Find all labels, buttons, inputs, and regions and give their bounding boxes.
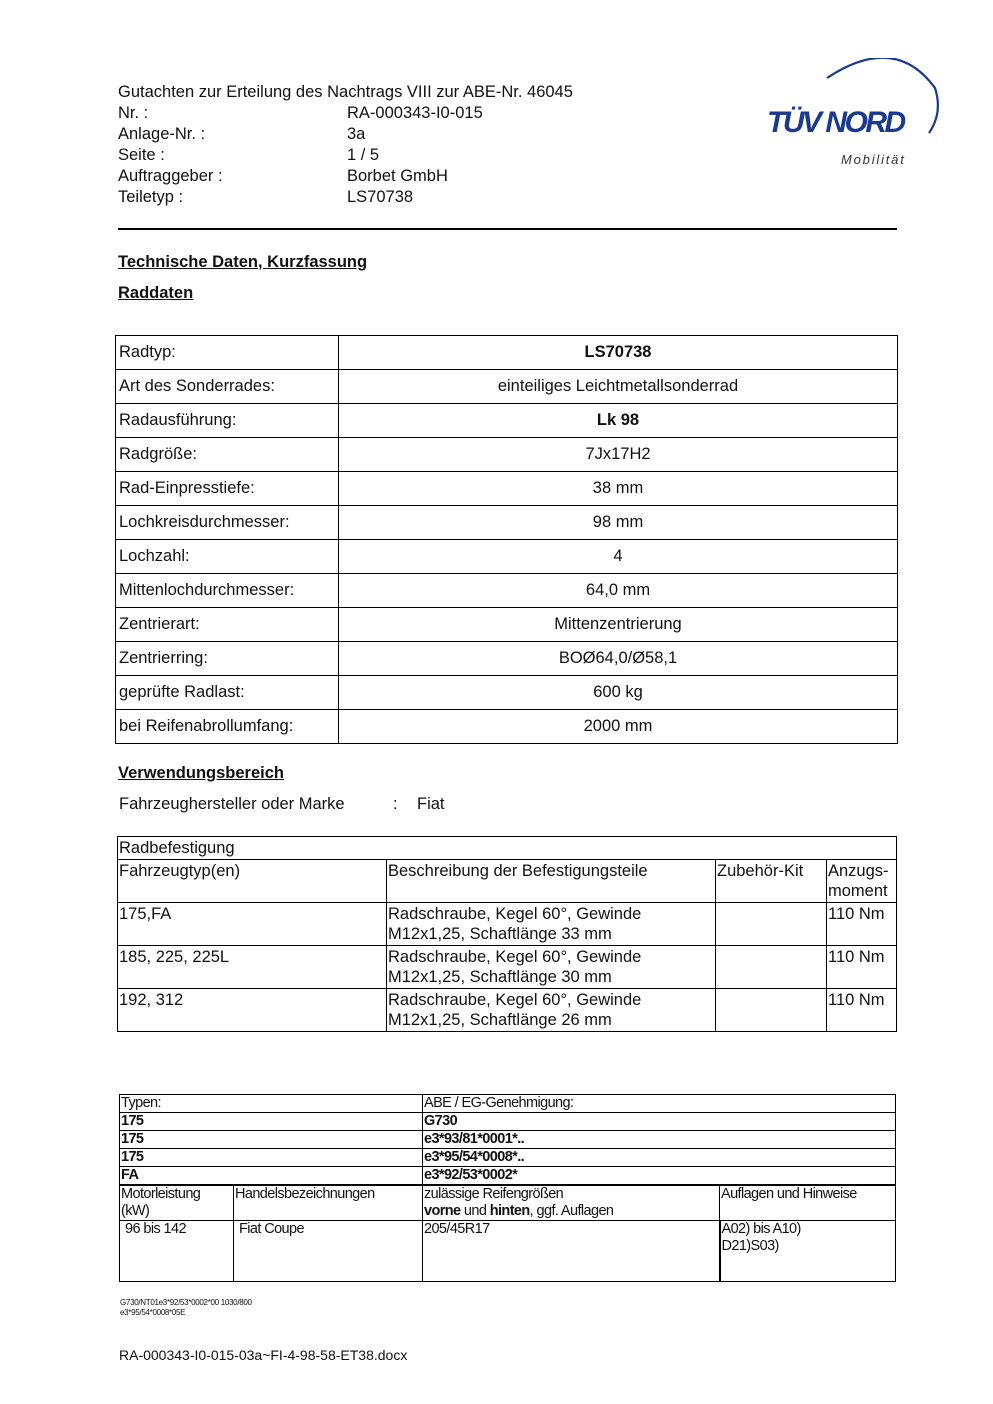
footnote-line: e3*95/54*0008*05E — [120, 1308, 186, 1317]
col-header-line: zulässige Reifengrößen — [424, 1186, 564, 1202]
header-label: Seite : — [118, 146, 165, 164]
cell-desc-line: Radschraube, Kegel 60°, Gewinde — [388, 948, 642, 966]
footnote-line: G730/NT01e3*92/53*0002*00 1030/800 — [120, 1298, 252, 1307]
cell-moment: 110 Nm — [827, 989, 897, 1032]
col-header-line: Motorleistung — [121, 1186, 201, 1202]
row-key: Zentrierring: — [116, 642, 339, 676]
table-row — [116, 404, 898, 438]
table-row — [120, 1113, 896, 1131]
row-value: einteiliges Leichtmetallsonderrad — [339, 370, 898, 404]
cell-typ: 175,FA — [118, 903, 387, 946]
col-header-reifen — [423, 1185, 720, 1221]
cell-auflagen-line: A02) bis A10) — [721, 1221, 801, 1237]
header-divider — [118, 228, 897, 230]
row-value: BOØ64,0/Ø58,1 — [339, 642, 898, 676]
row-key: bei Reifenabrollumfang: — [116, 710, 339, 744]
col-header-motor — [120, 1185, 234, 1221]
typen-table — [119, 1094, 896, 1282]
cell-moment: 110 Nm — [827, 903, 897, 946]
cell-moment: 110 Nm — [827, 946, 897, 989]
header-value: 3a — [347, 125, 366, 143]
cell-reifen: 205/45R17 — [423, 1221, 720, 1282]
col-header-handel: Handelsbezeichnungen — [234, 1185, 423, 1221]
cell-motor-text: 96 bis 142 — [125, 1221, 186, 1237]
cell-abe: e3*93/81*0001*.. — [423, 1131, 896, 1149]
row-value: 64,0 mm — [339, 574, 898, 608]
row-value: LS70738 — [339, 336, 898, 370]
header-label: Auftraggeber : — [118, 167, 223, 185]
header-field-auftraggeber — [0, 166, 700, 187]
table-row — [118, 837, 897, 860]
table-row — [116, 642, 898, 676]
logo-sub: Mobilität — [841, 152, 906, 167]
table-row — [116, 540, 898, 574]
cell-typ: 185, 225, 225L — [118, 946, 387, 989]
table-row — [116, 370, 898, 404]
table-row — [116, 710, 898, 744]
col-header-fahrzeugtyp: Fahrzeugtyp(en) — [118, 860, 387, 903]
col-header-line: Anzugs- — [828, 862, 889, 880]
logo-brand: TÜV NORD — [767, 106, 904, 139]
col-header-auflagen: Auflagen und Hinweise — [720, 1185, 896, 1221]
table-row — [116, 336, 898, 370]
table-row — [118, 946, 897, 989]
table-row — [116, 506, 898, 540]
cell-typ: 175 — [120, 1113, 423, 1131]
col-header-zubehoer: Zubehör-Kit — [716, 860, 827, 903]
cell-kit — [716, 903, 827, 946]
col-header-anzugsmoment — [827, 860, 897, 903]
cell-auflagen — [720, 1221, 896, 1282]
cell-handel — [234, 1221, 423, 1282]
typen-header-left: Typen: — [120, 1095, 423, 1113]
cell-kit — [716, 946, 827, 989]
row-value: 7Jx17H2 — [339, 438, 898, 472]
footer-filename: RA-000343-I0-015-03a~FI-4-98-58-ET38.docx — [119, 1347, 408, 1363]
header-value: LS70738 — [347, 188, 414, 206]
table-header-row — [118, 860, 897, 903]
befestigung-title: Radbefestigung — [118, 837, 897, 860]
tuv-nord-logo — [765, 58, 940, 173]
typen-header-right: ABE / EG-Genehmigung: — [423, 1095, 896, 1113]
cell-kit — [716, 989, 827, 1032]
cell-desc — [387, 903, 716, 946]
section-verwendungsbereich: Verwendungsbereich — [118, 764, 284, 782]
row-value: Lk 98 — [339, 404, 898, 438]
report-title: Gutachten zur Erteilung des Nachtrags VIII zur ABE-Nr. 46045 — [118, 83, 573, 101]
cell-auflagen-line: D21)S03) — [721, 1238, 779, 1254]
row-key: Radausführung: — [116, 404, 339, 438]
row-key: Art des Sonderrades: — [116, 370, 339, 404]
table-row — [118, 903, 897, 946]
cell-handel-text: Fiat Coupe — [239, 1221, 304, 1237]
row-value: Mittenzentrierung — [339, 608, 898, 642]
cell-typ: 175 — [120, 1149, 423, 1167]
table-row — [120, 1131, 896, 1149]
cell-typ: 175 — [120, 1131, 423, 1149]
table-row — [116, 438, 898, 472]
cell-desc-line: M12x1,25, Schaftlänge 26 mm — [388, 1011, 612, 1029]
cell-desc-line: Radschraube, Kegel 60°, Gewinde — [388, 991, 642, 1009]
hersteller-sep: : — [393, 795, 398, 813]
table-row — [116, 608, 898, 642]
cell-abe: e3*92/53*0002* — [423, 1167, 896, 1186]
cell-abe: G730 — [423, 1113, 896, 1131]
col-header-beschreibung: Beschreibung der Befestigungsteile — [387, 860, 716, 903]
header-field-anlage — [0, 124, 700, 145]
section-technische-daten: Technische Daten, Kurzfassung — [118, 253, 368, 271]
reifen-hinten: hinten — [489, 1203, 530, 1219]
table-row — [116, 574, 898, 608]
row-key: Mittenlochdurchmesser: — [116, 574, 339, 608]
table-header-row — [120, 1185, 896, 1221]
reifen-auflagen: , ggf. Auflagen — [529, 1203, 614, 1219]
cell-typ: FA — [120, 1167, 423, 1186]
cell-desc-line: M12x1,25, Schaftlänge 33 mm — [388, 925, 612, 943]
header-field-nr — [0, 103, 700, 124]
row-value: 4 — [339, 540, 898, 574]
reifen-vorne: vorne — [424, 1203, 461, 1219]
cell-abe: e3*95/54*0008*.. — [423, 1149, 896, 1167]
reifen-und: und — [460, 1203, 490, 1219]
table-row — [120, 1221, 896, 1282]
table-row — [118, 989, 897, 1032]
col-header-line: (kW) — [121, 1203, 150, 1219]
cell-desc-line: Radschraube, Kegel 60°, Gewinde — [388, 905, 642, 923]
row-value: 2000 mm — [339, 710, 898, 744]
table-row — [120, 1167, 896, 1186]
raddaten-table — [115, 335, 898, 744]
header-value: RA-000343-I0-015 — [347, 104, 483, 122]
header-label: Anlage-Nr. : — [118, 125, 206, 143]
header-value: Borbet GmbH — [347, 167, 448, 185]
col-header-line — [424, 1203, 718, 1220]
row-key: geprüfte Radlast: — [116, 676, 339, 710]
cell-desc — [387, 946, 716, 989]
table-row — [116, 676, 898, 710]
row-key: Lochkreisdurchmesser: — [116, 506, 339, 540]
row-key: Zentrierart: — [116, 608, 339, 642]
table-row — [116, 472, 898, 506]
row-key: Rad-Einpresstiefe: — [116, 472, 339, 506]
row-key: Radtyp: — [116, 336, 339, 370]
radbefestigung-table — [117, 836, 897, 1032]
row-key: Radgröße: — [116, 438, 339, 472]
table-header-row — [120, 1095, 896, 1113]
cell-desc-line: M12x1,25, Schaftlänge 30 mm — [388, 968, 612, 986]
header-field-teiletyp — [0, 187, 700, 208]
header-label: Teiletyp : — [118, 188, 184, 206]
table-row — [120, 1149, 896, 1167]
row-value: 38 mm — [339, 472, 898, 506]
header-value: 1 / 5 — [347, 146, 380, 164]
section-raddaten: Raddaten — [118, 284, 194, 302]
cell-desc — [387, 989, 716, 1032]
header-label: Nr. : — [118, 104, 149, 122]
col-header-line: moment — [828, 882, 888, 900]
row-key: Lochzahl: — [116, 540, 339, 574]
row-value: 98 mm — [339, 506, 898, 540]
row-value: 600 kg — [339, 676, 898, 710]
hersteller-label: Fahrzeughersteller oder Marke — [119, 795, 345, 813]
hersteller-value: Fiat — [417, 795, 445, 813]
header-field-seite — [0, 145, 700, 166]
cell-motor — [120, 1221, 234, 1282]
cell-typ: 192, 312 — [118, 989, 387, 1032]
